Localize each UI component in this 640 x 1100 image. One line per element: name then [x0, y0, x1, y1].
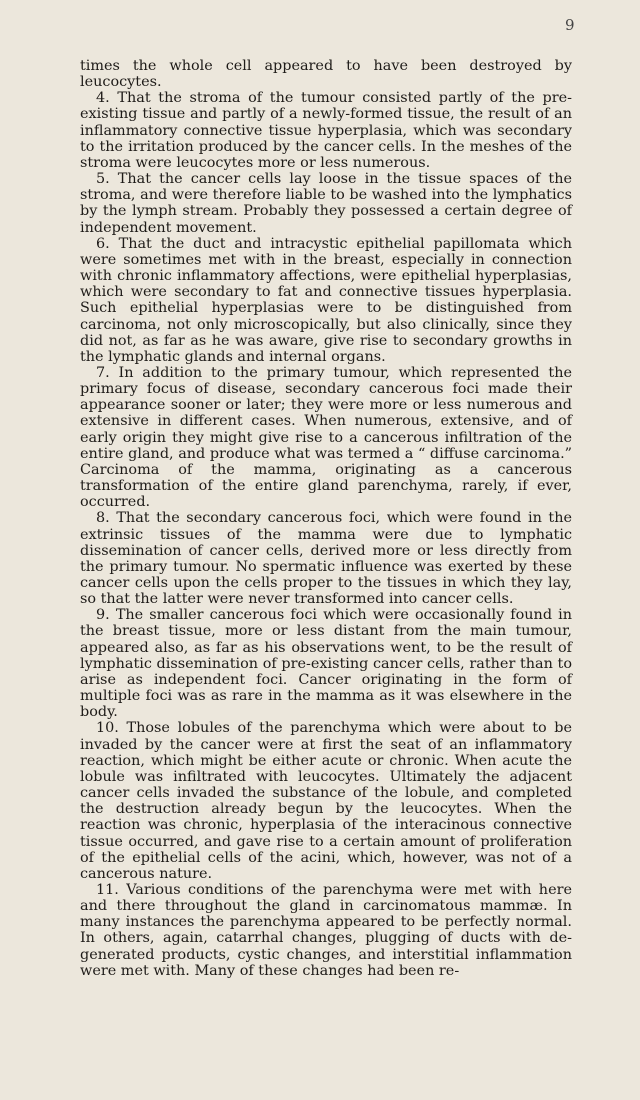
paragraph-11: 11. Various conditions of the parenchyma were met with here and there throughout the gland in carcinomatous mammæ. In many instances the parenchyma appeared to be perfectly normal. In others, again, catarrhal changes, plugging of ducts with degenerated products, cystic changes, and interstitial inflammation were met with. Many of these changes had been re- — [80, 881, 572, 979]
paragraph-continuation: times the whole cell appeared to have been destroyed by leucocytes. — [80, 58, 572, 91]
paragraph-4: 4. That the stroma of the tumour consisted partly of the pre-existing tissue and partly of a newly-formed tissue, the result of an inflammatory connective tissue hyperplasia, which was secondary to the irritation produced by the cancer cells. In the meshes of the stroma were leucocytes more or less numerous. — [80, 90, 572, 171]
paragraph-10: 10. Those lobules of the parenchyma which were about to be invaded by the cancer were at first the seat of an inflammatory reaction, which might be either acute or chronic. When acute the lobule was infiltrated with leucocytes. Ultimately the adjacent cancer cells invaded the substance of the lobule, and completed the destruction already begun by the leucocytes. When the reaction was chronic, hyperplasia of the interacinous connective tissue occurred, and gave rise to a certain amount of proliferation of the epithelial cells of the acini, which, however, was not of a cancerous nature. — [80, 720, 572, 882]
paragraph-8: 8. That the secondary cancerous foci, which were found in the extrinsic tissues of the mamma were due to lymphatic dissemination of cancer cells, derived more or less directly from the primary tumour. No spermatic influence was exerted by these cancer cells upon the cells proper to the tissues in which they lay, so that the latter were never transformed into cancer cells. — [80, 510, 572, 608]
paragraph-9: 9. The smaller cancerous foci which were occasionally found in the breast tissue, more or less distant from the main tumour, appeared also, as far as his observations went, to be the result of lymphatic dissemination of pre-existing cancer cells, rather than to arise as independent foci. Cancer originating in the form of multiple foci was as rare in the mamma as it was elsewhere in the body. — [80, 607, 572, 721]
paragraph-5: 5. That the cancer cells lay loose in the tissue spaces of the stroma, and were therefore liable to be washed into the lymphatics by the lymph stream. Probably they possessed a certain degree of independent movement. — [80, 171, 572, 236]
paragraph-7: 7. In addition to the primary tumour, which represented the primary focus of disease, secondary cancerous foci made their appearance sooner or later; they were more or less numerous and extensive in different cases. When numerous, extensive, and of early origin they might give rise to a cancerous infiltration of the entire gland, and produce what was termed a “ diffuse carcinoma.” Carcinoma of the mamma, originating as a cancerous transformation of the entire gland parenchyma, rarely, if ever, occurred. — [80, 364, 572, 511]
body-text — [80, 58, 572, 979]
page-number: 9 — [565, 16, 575, 34]
paragraph-6: 6. That the duct and intracystic epithelial papillomata which were sometimes met with in the breast, especially in connection with chronic inflammatory affections, were epithelial hyperplasias, which were secondary to fat and connective tissues hyperplasia. Such epithelial hyperplasias were to be distinguished from carcinoma, not only microscopically, but also clinically, since they did not, as far as he was aware, give rise to secondary growths in the lymphatic glands and internal organs. — [80, 235, 572, 365]
